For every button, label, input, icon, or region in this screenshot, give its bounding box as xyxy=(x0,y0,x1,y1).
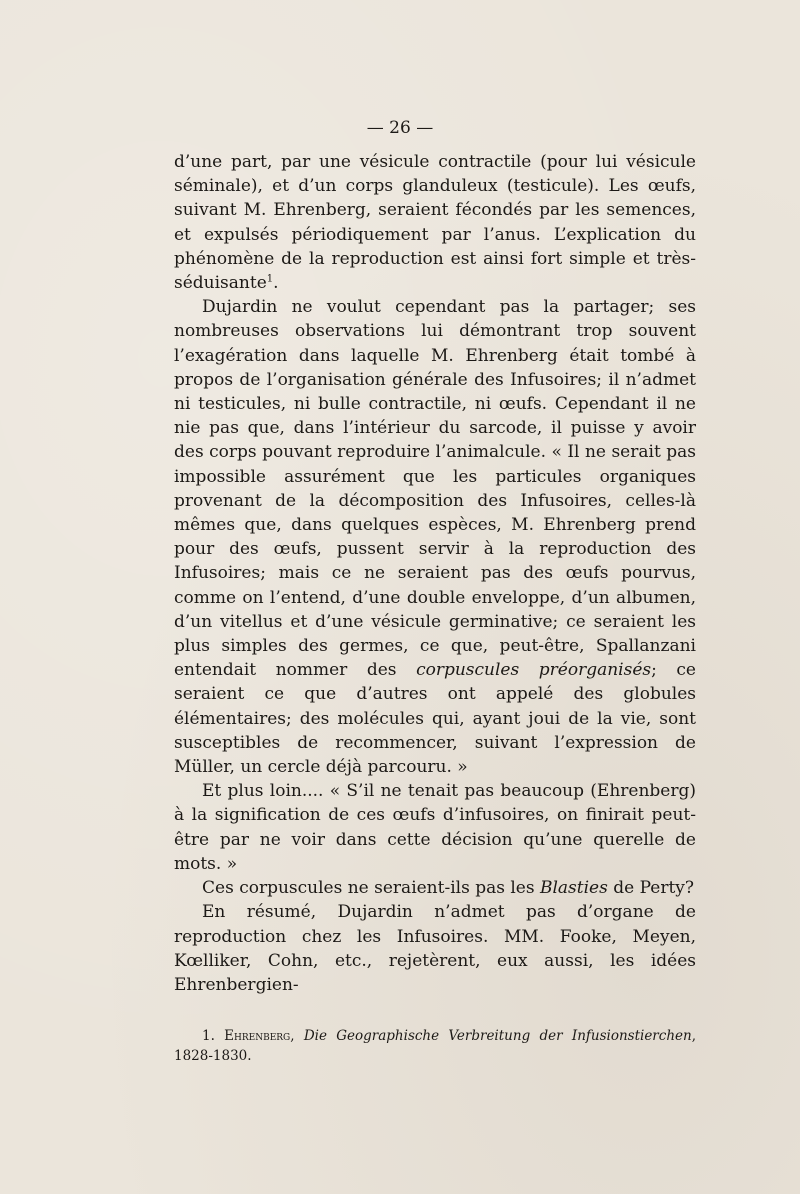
italic-text: corpuscules préorganisés xyxy=(416,660,652,681)
paragraph xyxy=(174,779,696,876)
page-number: — 26 — xyxy=(366,118,434,138)
italic-text: Die Geographische Verbreitung der Infusionstierchen xyxy=(303,1028,692,1044)
text-run: , xyxy=(290,1028,304,1044)
paragraph xyxy=(174,900,696,997)
italic-text: Blasties xyxy=(539,878,608,899)
text-run: Dujardin ne voulut cependant pas la partager; ses nombreuses observations lui démontrant trop souvent l’exagération dans laquelle M. Ehrenberg était tombé à propos de l’organisation générale des Infusoires; il n’admet ni testicules, ni bulle contractile, ni œufs. Cependant il ne nie pas que, dans l’intérieur du sarcode, il puisse y avoir des corps pouvant reproduire l’animalcule. « Il ne serait pas impossible assurément que les particules organiques provenant de la décomposition des Infusoires, celles-là mêmes que, dans quelques espèces, M. Ehrenberg prend pour des œufs, pussent servir à la reproduction des Infusoires; mais ce ne seraient pas des œufs pourvus, comme on l’entend, d’une double enveloppe, d’un albumen, d’un vitellus et d’une vésicule germinative; ce seraient les plus simples des germes, ce que, peut-être, Spallanzani entendait nommer des xyxy=(174,297,696,681)
text-run: Ces corpuscules ne seraient-ils pas les xyxy=(202,878,540,899)
text-run: Et plus loin.... « S’il ne tenait pas beaucoup (Ehrenberg) à la signification de ces œufs d’infusoires, on finirait peut-être par ne voir dans cette décision qu’une querelle de mots. » xyxy=(174,781,696,874)
body-text xyxy=(174,150,696,997)
text-run: 1. xyxy=(202,1028,225,1044)
paragraph xyxy=(174,295,696,779)
footnote xyxy=(174,1026,696,1066)
footnote-reference: 1 xyxy=(266,273,274,285)
paragraph xyxy=(174,876,696,900)
text-run: ; ce seraient ce que d’autres ont appelé des globules élémentaires; des molécules qui, ayant joui de la vie, sont susceptibles de recommencer, suivant l’expression de Müller, un cercle déjà parcouru. » xyxy=(174,660,696,778)
author-name: Ehrenberg xyxy=(224,1028,291,1044)
text-run: de Perty? xyxy=(607,878,694,899)
text-run: d’une part, par une vésicule contractile (pour lui vésicule séminale), et d’un corps glanduleux (testicule). Les œufs, suivant M. Ehrenberg, seraient fécondés par les semences, et expulsés périodiquement par l’anus. L’explication du phénomène de la reproduction est ainsi fort simple et très-séduisante xyxy=(174,152,696,294)
text-run: . xyxy=(273,273,279,294)
text-run: , 1828-1830. xyxy=(174,1028,696,1064)
paragraph xyxy=(174,150,696,295)
text-run: En résumé, Dujardin n’admet pas d’organe de reproduction chez les Infusoires. MM. Fooke, Meyen, Kœlliker, Cohn, etc., rejetèrent, eux aussi, les idées Ehrenbergien- xyxy=(174,902,696,995)
